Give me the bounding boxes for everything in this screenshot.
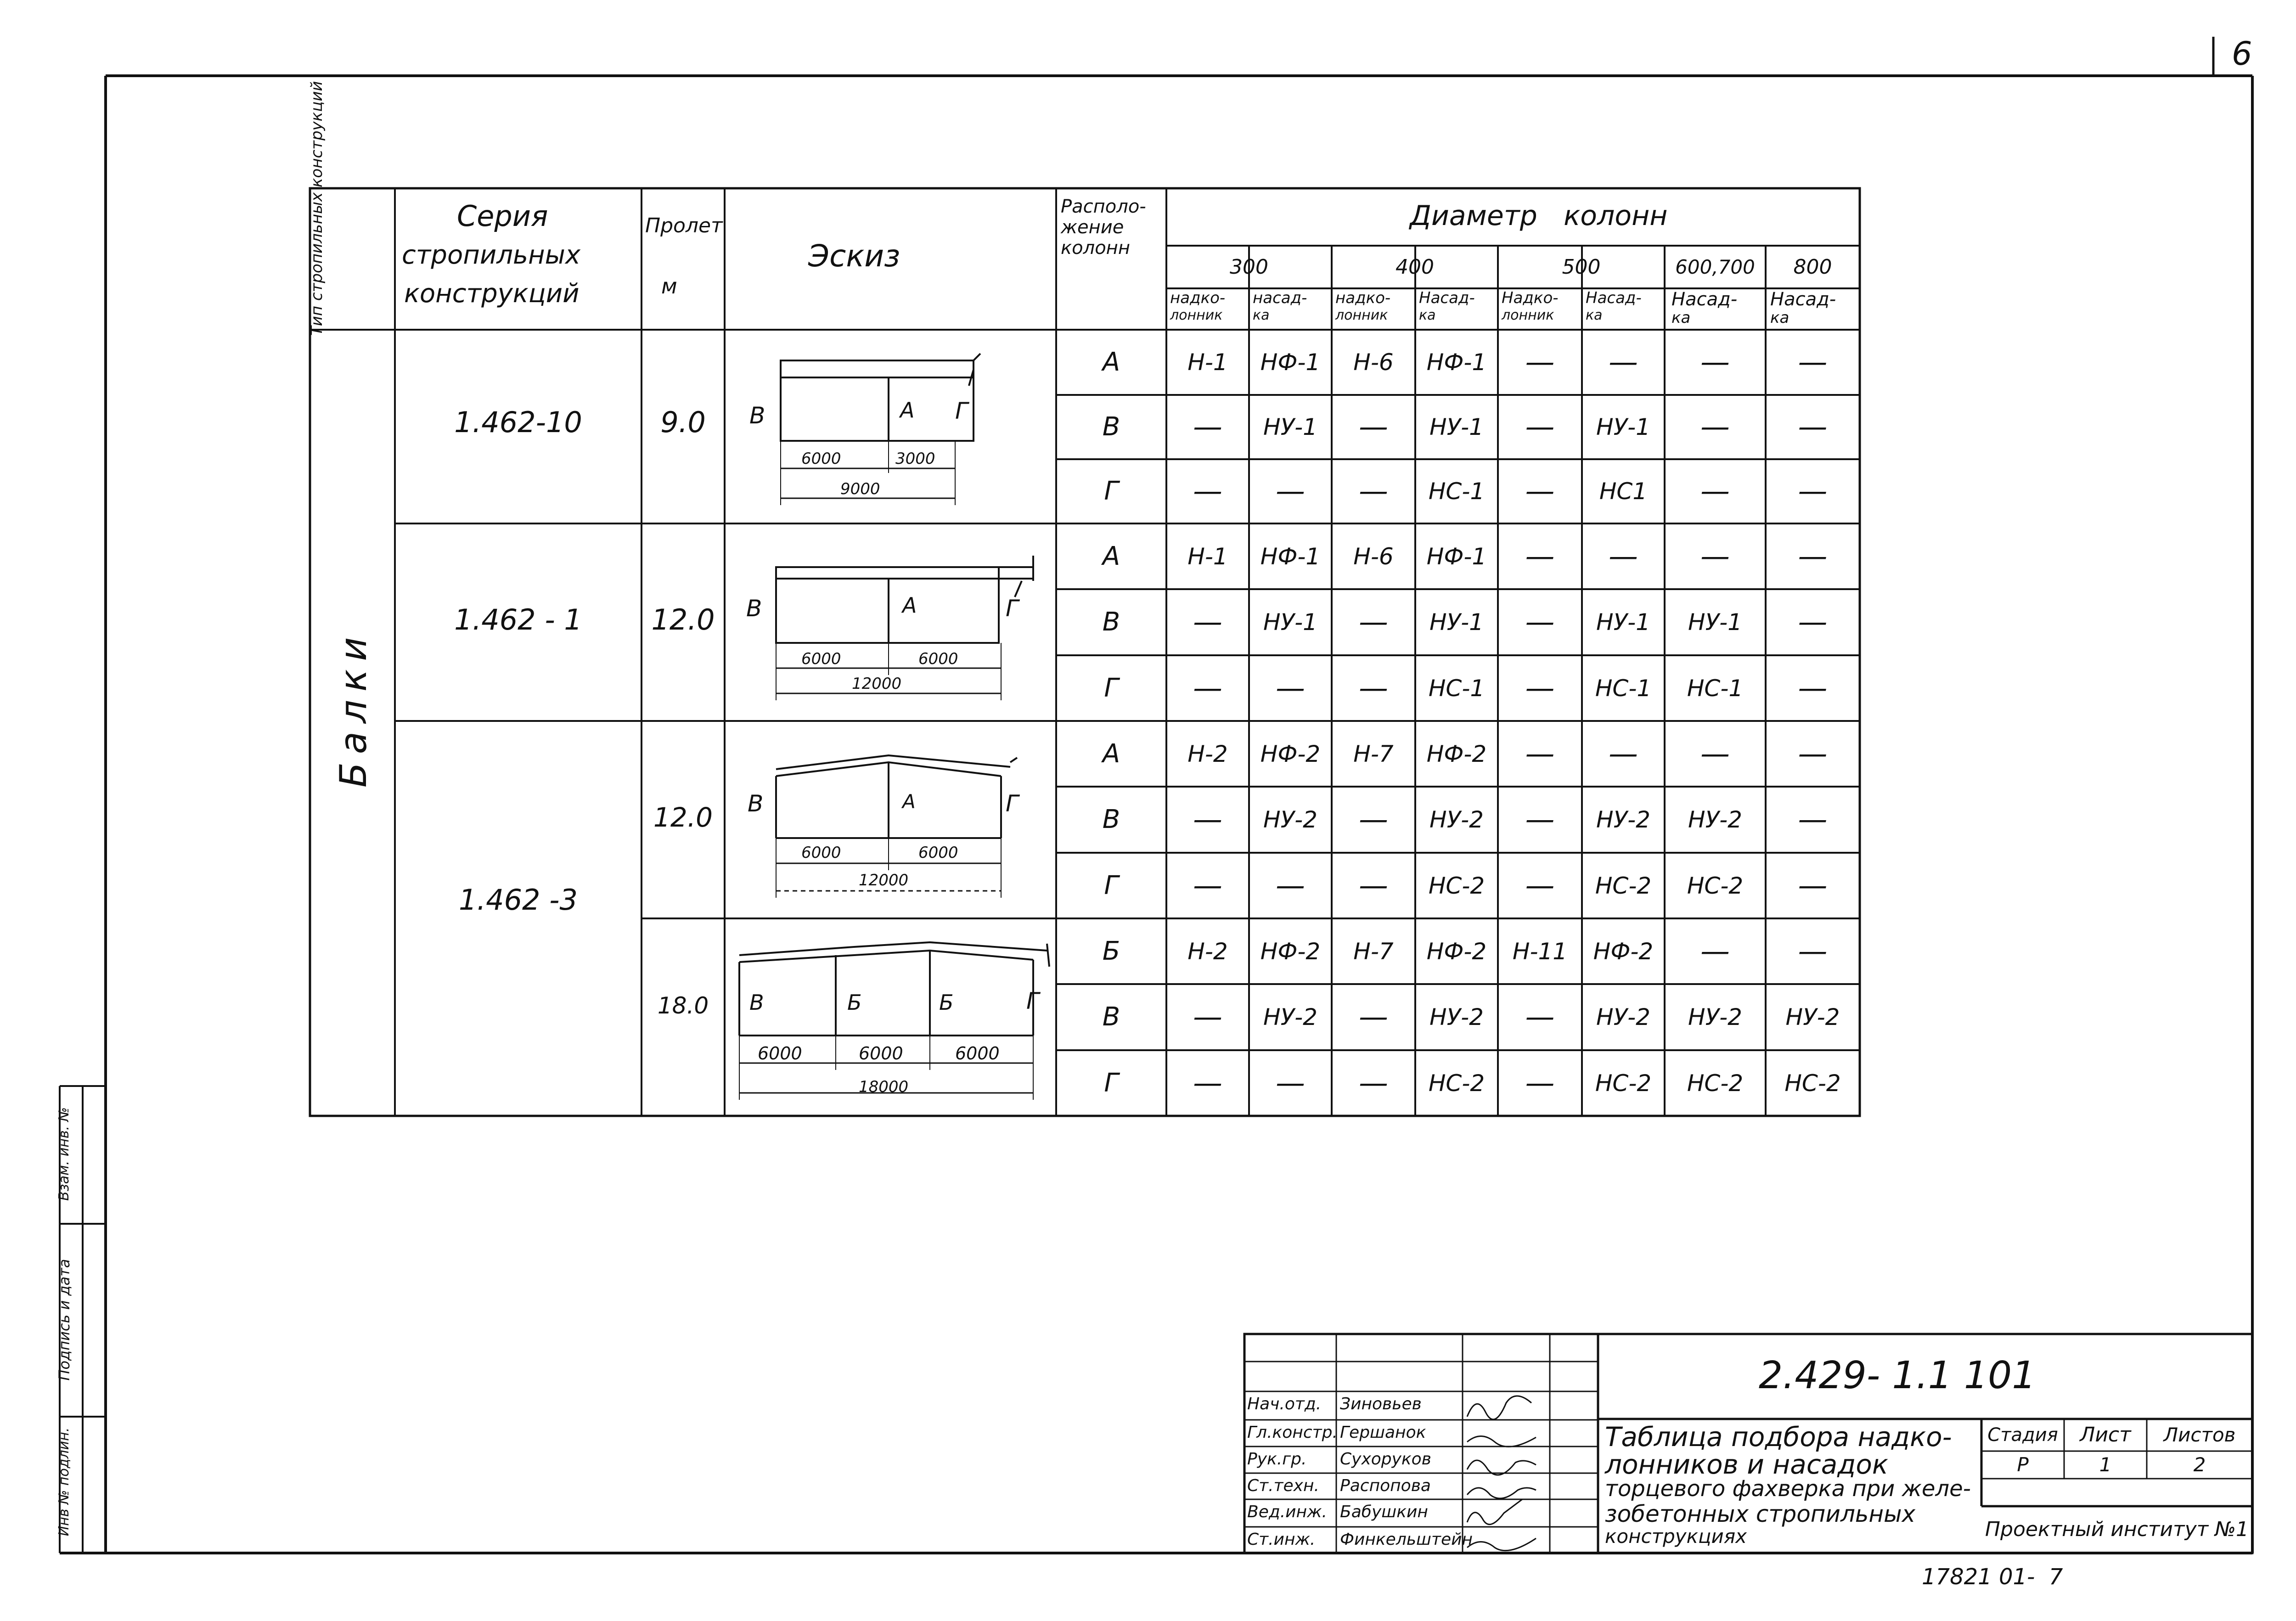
sketch-4 xyxy=(739,942,1049,1100)
series-3: 1.462 -3 xyxy=(458,883,578,917)
diameter-600-700: 600,700 xyxy=(1675,255,1755,278)
role-label: Ст.инж. xyxy=(1247,1530,1316,1549)
series-2: 1.462 - 1 xyxy=(454,603,582,636)
table-cell: НУ-2 xyxy=(1429,1004,1484,1030)
table-cell: Н-6 xyxy=(1353,349,1394,376)
table-cell: — xyxy=(1525,1066,1555,1100)
column-position-cell: В xyxy=(1102,1002,1120,1032)
table-cell: — xyxy=(1193,671,1222,705)
table-cell: — xyxy=(1700,410,1730,444)
series-header-line1: Серия xyxy=(457,199,548,233)
column-position-cell: В xyxy=(1102,412,1120,442)
table-cell: — xyxy=(1700,737,1730,771)
table-cell: НУ-2 xyxy=(1429,806,1484,833)
table-cell: НУ-2 xyxy=(1263,806,1317,833)
table-cell: НФ-2 xyxy=(1426,740,1487,767)
column-position-cell: Г xyxy=(1104,870,1119,901)
sketch-label: А xyxy=(902,593,917,618)
table-cell: НФ-1 xyxy=(1426,543,1487,570)
sheet-label: Лист xyxy=(2080,1423,2131,1447)
series-header-line2: стропильных xyxy=(402,240,580,270)
table-cell: НУ-2 xyxy=(1263,1004,1317,1030)
table-cell: — xyxy=(1359,671,1388,705)
role-name: Сухоруков xyxy=(1340,1450,1431,1469)
sketch-dim: 6000 xyxy=(801,650,841,668)
column-position-cell: Г xyxy=(1104,1068,1119,1098)
table-cell: — xyxy=(1525,410,1555,444)
table-cell: — xyxy=(1525,1000,1555,1034)
sketch-label: В xyxy=(746,595,762,622)
column-position-cell: А xyxy=(1102,738,1120,769)
table-cell: НС-1 xyxy=(1428,478,1485,505)
table-cell: — xyxy=(1609,737,1638,771)
table-cell: НС-2 xyxy=(1687,872,1744,899)
table-cell: — xyxy=(1798,934,1828,968)
table-cell: — xyxy=(1193,1066,1222,1100)
sketch-dim: 6000 xyxy=(918,844,958,862)
table-cell: НС-2 xyxy=(1687,1069,1744,1097)
table-cell: Н-1 xyxy=(1187,543,1228,570)
table-cell: НС-2 xyxy=(1595,872,1652,899)
sub-header: Насад- xyxy=(1671,289,1738,310)
role-label: Нач.отд. xyxy=(1247,1395,1322,1413)
table-cell: — xyxy=(1359,410,1388,444)
table-cell: — xyxy=(1276,474,1305,508)
side-stamp-sign: Подпись и дата xyxy=(56,1259,73,1381)
title-line: зобетонных стропильных xyxy=(1605,1501,1916,1527)
table-cell: — xyxy=(1700,934,1730,968)
column-position-cell: Г xyxy=(1104,476,1119,506)
table-cell: НС-2 xyxy=(1428,1069,1485,1097)
sub-header: Насад- xyxy=(1770,289,1836,310)
sub-header: ка xyxy=(1253,307,1270,323)
table-cell: НУ-1 xyxy=(1263,609,1317,636)
sketch-total: 9000 xyxy=(840,480,880,498)
table-cell: — xyxy=(1798,671,1828,705)
sub-header: лонник xyxy=(1170,307,1223,323)
table-cell: НУ-1 xyxy=(1688,609,1742,636)
table-cell: НУ-2 xyxy=(1785,1004,1840,1030)
sketch-label: В xyxy=(749,402,765,429)
role-name: Финкельштейн xyxy=(1340,1530,1473,1549)
side-stamp-inv: Инв № подлин. xyxy=(56,1427,72,1537)
table-cell: НУ-2 xyxy=(1688,806,1742,833)
position-header-line2: жение xyxy=(1061,217,1124,238)
column-position-cell: А xyxy=(1102,347,1120,377)
title-line: конструкциях xyxy=(1605,1525,1747,1548)
table-cell: — xyxy=(1798,539,1828,574)
table-cell: — xyxy=(1193,474,1222,508)
table-cell: НС-1 xyxy=(1428,675,1485,702)
table-cell: НФ-1 xyxy=(1260,543,1321,570)
table-cell: НС-1 xyxy=(1595,675,1652,702)
table-cell: — xyxy=(1525,803,1555,837)
table-cell: Н-11 xyxy=(1512,938,1568,965)
table-cell: — xyxy=(1525,474,1555,508)
title-line: торцевого фахверка при желе- xyxy=(1605,1476,1971,1502)
table-cell: НУ-2 xyxy=(1596,806,1650,833)
table-cell: — xyxy=(1700,539,1730,574)
role-name: Распопова xyxy=(1340,1476,1431,1495)
table-cell: — xyxy=(1798,410,1828,444)
role-name: Зиновьев xyxy=(1340,1395,1422,1413)
column-position-cell: Б xyxy=(1102,936,1120,966)
diameter-300: 300 xyxy=(1230,255,1268,279)
role-label: Вед.инж. xyxy=(1247,1503,1327,1521)
span-3a: 12.0 xyxy=(653,802,713,833)
sketch-label: Б xyxy=(847,990,862,1015)
table-cell: — xyxy=(1525,737,1555,771)
table-cell: НС-2 xyxy=(1784,1069,1841,1097)
diameter-400: 400 xyxy=(1396,255,1434,279)
table-cell: — xyxy=(1193,605,1222,639)
sketch-label: Г xyxy=(1006,595,1019,622)
role-name: Гершанок xyxy=(1340,1423,1426,1442)
table-cell: НФ-1 xyxy=(1260,349,1321,376)
sketch-dim: 6000 xyxy=(801,844,841,862)
table-cell: — xyxy=(1359,605,1388,639)
stage-value: Р xyxy=(2017,1453,2029,1476)
sub-header: лонник xyxy=(1502,307,1554,323)
sketch-1 xyxy=(781,354,980,505)
sketch-total: 12000 xyxy=(859,871,909,889)
table-cell: НС-2 xyxy=(1428,872,1485,899)
table-cell: Н-2 xyxy=(1187,740,1228,767)
sketch-dim: 6000 xyxy=(801,450,841,468)
table-cell: — xyxy=(1525,671,1555,705)
sketch-dim: 3000 xyxy=(895,450,935,468)
position-header-line3: колонн xyxy=(1061,237,1130,259)
sketch-total: 18000 xyxy=(859,1078,909,1096)
role-label: Рук.гр. xyxy=(1247,1450,1307,1469)
sketch-label: Г xyxy=(955,398,968,424)
type-value: Балки xyxy=(332,629,375,788)
table-cell: — xyxy=(1525,539,1555,574)
institute: Проектный институт №1 xyxy=(1985,1518,2249,1541)
column-position-cell: В xyxy=(1102,607,1120,637)
sketch-header: Эскиз xyxy=(808,238,900,274)
table-cell: НФ-2 xyxy=(1260,938,1321,965)
table-cell: — xyxy=(1609,345,1638,379)
table-cell: — xyxy=(1525,605,1555,639)
type-header: Тип стропильных конструкций xyxy=(308,81,326,336)
sub-header: лонник xyxy=(1335,307,1388,323)
table-cell: — xyxy=(1193,410,1222,444)
column-position-cell: А xyxy=(1102,541,1120,571)
table-cell: — xyxy=(1359,1066,1388,1100)
sheet-value: 1 xyxy=(2099,1453,2112,1476)
table-cell: Н-1 xyxy=(1187,349,1228,376)
column-position-cell: В xyxy=(1102,805,1120,834)
series-header-line3: конструкций xyxy=(404,279,580,309)
sketch-dim: 6000 xyxy=(918,650,958,668)
span-1: 9.0 xyxy=(660,405,706,439)
sketch-label: Г xyxy=(1026,988,1039,1014)
table-cell: НУ-1 xyxy=(1263,414,1317,440)
sketch-dim: 6000 xyxy=(955,1043,1000,1064)
sketch-label: В xyxy=(749,990,764,1015)
table-cell: — xyxy=(1798,868,1828,903)
table-cell: Н-7 xyxy=(1353,938,1394,965)
table-cell: НУ-1 xyxy=(1596,609,1650,636)
sub-header: надко- xyxy=(1170,289,1226,307)
table-cell: НФ-2 xyxy=(1426,938,1487,965)
table-cell: НУ-2 xyxy=(1688,1004,1742,1030)
sketch-label: В xyxy=(748,790,764,817)
sub-header: Насад- xyxy=(1586,289,1642,307)
diameter-500: 500 xyxy=(1562,255,1601,279)
sketch-label: Б xyxy=(939,990,954,1015)
sketch-label: А xyxy=(902,790,916,813)
span-3b: 18.0 xyxy=(657,992,709,1019)
table-cell: — xyxy=(1193,1000,1222,1034)
table-cell: НС-2 xyxy=(1595,1069,1652,1097)
table-cell: — xyxy=(1798,474,1828,508)
sketch-label: А xyxy=(900,398,915,422)
sheets-value: 2 xyxy=(2193,1453,2206,1476)
table-cell: — xyxy=(1359,474,1388,508)
sheets-label: Листов xyxy=(2163,1424,2236,1446)
table-cell: Н-2 xyxy=(1187,938,1228,965)
series-1: 1.462-10 xyxy=(454,405,582,439)
sub-header: ка xyxy=(1419,307,1436,323)
sketch-dim: 6000 xyxy=(758,1043,802,1064)
span-header-line2: м xyxy=(661,274,677,298)
role-label: Ст.техн. xyxy=(1247,1476,1319,1495)
table-cell: — xyxy=(1276,1066,1305,1100)
span-2: 12.0 xyxy=(651,603,715,636)
footer-number: 17821 01- 7 xyxy=(1922,1564,2063,1590)
table-cell: НФ-2 xyxy=(1260,740,1321,767)
sketch-dim: 6000 xyxy=(859,1043,903,1064)
table-cell: — xyxy=(1525,868,1555,903)
table-cell: НФ-1 xyxy=(1426,349,1487,376)
sub-header: ка xyxy=(1770,309,1790,327)
table-cell: НФ-2 xyxy=(1593,938,1654,965)
title-line: лонников и насадок xyxy=(1605,1449,1888,1480)
table-cell: — xyxy=(1798,803,1828,837)
table-cell: — xyxy=(1193,868,1222,903)
table-cell: НУ-1 xyxy=(1429,414,1484,440)
table-cell: — xyxy=(1700,474,1730,508)
sub-header: Насад- xyxy=(1419,289,1475,307)
table-cell: НУ-1 xyxy=(1429,609,1484,636)
table-cell: — xyxy=(1359,803,1388,837)
sketch-label: Г xyxy=(1006,790,1019,817)
sub-header: Надко- xyxy=(1502,289,1559,307)
sub-header: насад- xyxy=(1253,289,1307,307)
table-cell: — xyxy=(1359,868,1388,903)
column-position-cell: Г xyxy=(1104,673,1119,703)
diameter-header: Диаметр колонн xyxy=(1410,200,1668,232)
diameter-800: 800 xyxy=(1793,255,1832,279)
table-cell: — xyxy=(1276,868,1305,903)
table-cell: Н-7 xyxy=(1353,740,1394,767)
role-name: Бабушкин xyxy=(1340,1503,1428,1521)
role-label: Гл.констр. xyxy=(1247,1423,1338,1442)
sub-header: надко- xyxy=(1335,289,1391,307)
position-header-line1: Располо- xyxy=(1061,196,1146,217)
sketch-total: 12000 xyxy=(852,675,902,693)
sub-header: ка xyxy=(1586,307,1603,323)
sketch-2 xyxy=(776,556,1033,700)
table-cell: — xyxy=(1798,737,1828,771)
table-cell: — xyxy=(1609,539,1638,574)
span-header-line1: Пролет xyxy=(645,214,723,237)
table-cell: Н-6 xyxy=(1353,543,1394,570)
table-cell: — xyxy=(1798,345,1828,379)
table-cell: — xyxy=(1193,803,1222,837)
table-cell: НУ-2 xyxy=(1596,1004,1650,1030)
table-cell: — xyxy=(1700,345,1730,379)
table-cell: НС1 xyxy=(1599,478,1648,505)
sheet-number: 6 xyxy=(2232,35,2252,73)
table-cell: — xyxy=(1276,671,1305,705)
title-line: Таблица подбора надко- xyxy=(1605,1421,1952,1452)
document-code: 2.429- 1.1 101 xyxy=(1759,1354,2036,1397)
table-cell: НС-1 xyxy=(1687,675,1744,702)
stage-label: Стадия xyxy=(1987,1424,2058,1446)
table-cell: НУ-1 xyxy=(1596,414,1650,440)
table-cell: — xyxy=(1798,605,1828,639)
side-stamp-replace: Взам. инв. № xyxy=(56,1107,72,1201)
table-cell: — xyxy=(1525,345,1555,379)
table-cell: — xyxy=(1359,1000,1388,1034)
sub-header: ка xyxy=(1671,309,1691,327)
